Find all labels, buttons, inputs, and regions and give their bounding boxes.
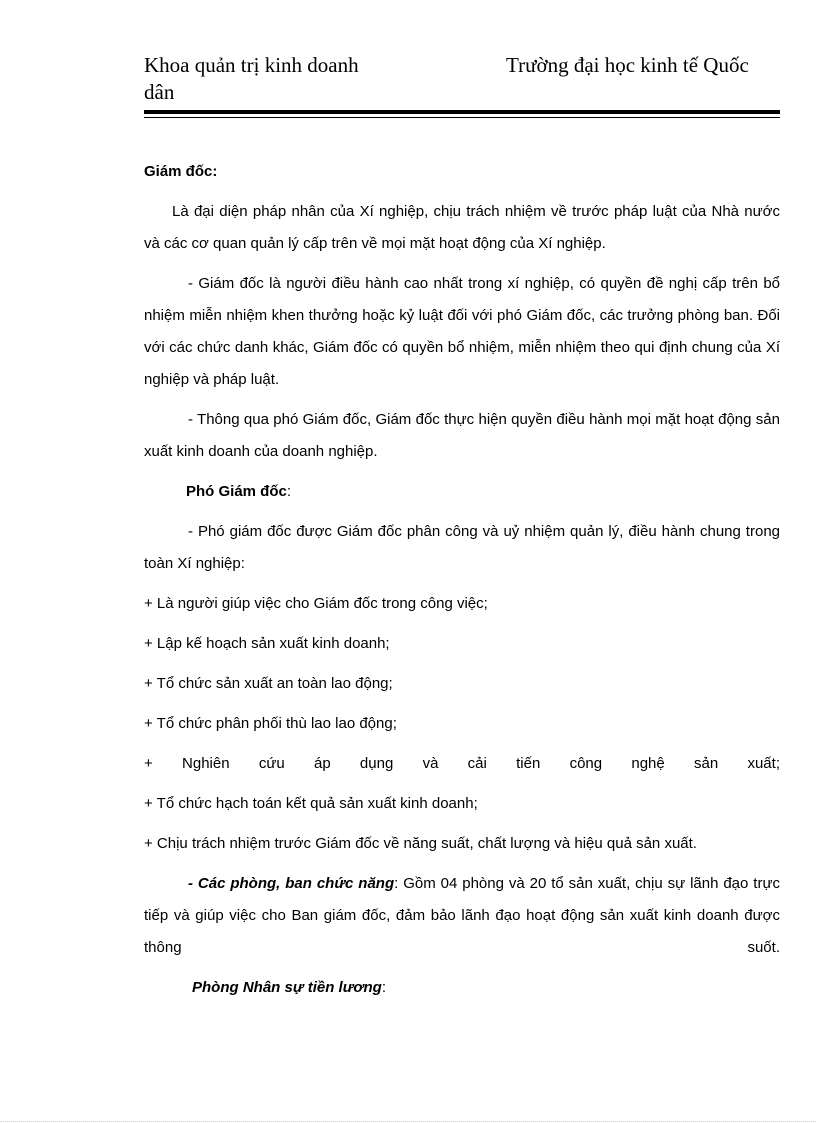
list-item: + Lập kế hoạch sản xuất kinh doanh; (144, 635, 390, 652)
paragraph-director-operations: - Thông qua phó Giám đốc, Giám đốc thực hiện quyền điều hành mọi mặt hoạt động sản xuất kinh doanh của doanh nghiệp. (144, 411, 780, 460)
heading-hr-department (144, 972, 780, 1004)
paragraph-director-authority: - Giám đốc là người điều hành cao nhất trong xí nghiệp, có quyền đề nghị cấp trên bổ nhiệm miễn nhiệm khen thưởng hoặc kỷ luật đối với phó Giám đốc, các trưởng phòng ban. Đối với các chức danh khác, Giám đốc có quyền bổ nhiệm, miễn nhiệm theo qui định chung của Xí nghiệp và pháp luật. (144, 275, 780, 388)
header-university-continuation: dân (144, 80, 175, 104)
page-bottom-edge (0, 1121, 816, 1122)
document-body (144, 156, 780, 1012)
paragraph-deputy-assignment: - Phó giám đốc được Giám đốc phân công và uỷ nhiệm quản lý, điều hành chung trong toàn Xí nghiệp: (144, 523, 780, 572)
paragraph-director-role: Là đại diện pháp nhân của Xí nghiệp, chịu trách nhiệm về trước pháp luật của Nhà nước và các cơ quan quản lý cấp trên về mọi mặt hoạt động của Xí nghiệp. (144, 203, 780, 252)
header-rule-thin (144, 117, 780, 118)
heading-director: Giám đốc: (144, 163, 218, 180)
list-item: + Là người giúp việc cho Giám đốc trong công việc; (144, 595, 488, 612)
departments-description: : Gồm 04 phòng và 20 tổ sản xuất, chịu sự lãnh đạo trực tiếp và giúp việc cho Ban giám đốc, đảm bảo lãnh đạo hoạt động sản xuất kinh doanh được thông suốt. (144, 875, 780, 956)
list-item: + Tổ chức hạch toán kết quả sản xuất kinh doanh; (144, 795, 478, 812)
heading-deputy-label: Phó Giám đốc (186, 483, 287, 500)
departments-title: - Các phòng, ban chức năng (188, 875, 395, 892)
paragraph-departments (144, 868, 780, 964)
header-university: Trường đại học kinh tế Quốc (506, 53, 749, 77)
list-item: + Tổ chức sản xuất an toàn lao động; (144, 675, 393, 692)
header-rule-thick (144, 110, 780, 114)
hr-department-label: Phòng Nhân sự tiền lương (192, 979, 382, 996)
header-faculty: Khoa quản trị kinh doanh (144, 53, 359, 77)
list-item: + Chịu trách nhiệm trước Giám đốc về năng suất, chất lượng và hiệu quả sản xuất. (144, 835, 697, 852)
list-item: + Nghiên cứu áp dụng và cải tiến công nghệ sản xuất; (144, 755, 780, 772)
heading-deputy-director (144, 476, 780, 508)
heading-deputy-colon: : (286, 483, 292, 500)
list-item: + Tổ chức phân phối thù lao lao động; (144, 715, 397, 732)
hr-department-colon: : (381, 979, 386, 996)
